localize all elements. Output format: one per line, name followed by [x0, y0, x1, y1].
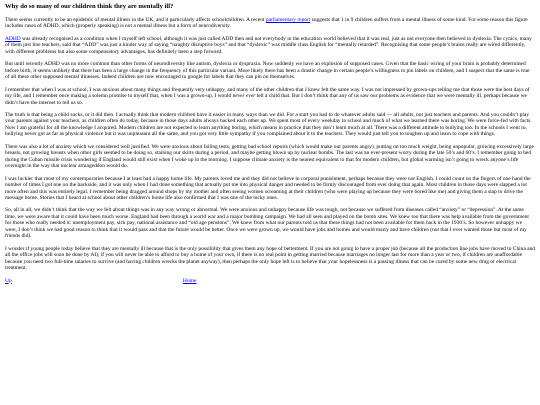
paragraph-text: There was also a lot of anxiety which we considered well justified. We were anxious about failing tests, getting bad school reports (which would make our parents angry), putting on too much weight, being unpopular, growing excessively large breasts, not growing breasts when other girls seemed to be doing so, staining our skirts during a period, and maybe getting blown up by nuclear bombs. The last was an ever-present worry during the late 50’s and 60’s. I remember going to bed during the Cuban missile crisis wondering if England would still exist when I woke up in the morning. I suppose climate anxiety is the nearest equivalent to that for modern children, but global warming isn’t going to wreck anyone’s life overnight in the way that nuclear armageddon would do. [5, 143, 534, 170]
paragraph-text: The truth is that being a child sucks, or it did then. I actually think that modern children have it easier in many ways than we did. For a start you had to do whatever adults said — all adults, not just teachers and parents. And you couldn’t play your parents against your teachers, as children often do today, because in those days adults always backed each other up. We spent most of every weekday in school and much of what we learned there was boring. We were force-fed with facts. Now I am grateful for all the knowledge I acquired. Modern children are not expected to learn anything boring, which means in practice that they don’t learn much at all. There was a different attitude to bullying too. In the schools I went to, bullying never got as far as physical violence but it was unpleasant all the same, and you got very little sympathy if you complained about it to the teachers. They would just tell you to toughen up and learn to cope with things. [5, 111, 532, 138]
emphasis-text: never ever [232, 93, 256, 100]
paragraph [5, 61, 535, 80]
paragraph [5, 176, 535, 202]
paragraph-text: But until recently ADHD was no more common than other forms of neurodiversity like autism, dyslexia or dyspraxia. Now suddenly we have an explosion of supposed cases. Given that the basic wiring of your brain is probably determined before birth, it seems unlikely that there has been a large change in the frequency of this particular variant. More likely there has been a drastic change in certain people’s willingness to pin labels on children, and I suspect that the same is true of all these other supposed mental illnesses. Indeed children are now encouraged to google for labels that they can pin on themselves. [5, 61, 530, 81]
article-body [5, 17, 535, 272]
paragraph-text: I remember that when I was at school, I was anxious about many things and frequently very unhappy, and many of the other children that I knew felt the same way. I was not impressed by grown-ups telling me that those were the best days of my life, and I remember once making a solemn promise to myself that, when I was a grown-up, I would [5, 86, 530, 100]
paragraph-text: I was luckier that most of my contemporaries because I at least had a happy home life. My parents loved me and they did not believe in corporal punishment, perhaps because they were not English. I could count on the fingers of one hand the number of times I got one on the backside, and it was only when I had done something that actually put me into physical danger and needed to be firmly discouraged from ever doing that again. Most children in those days were slapped a lot more often and this was entirely legal. I remember being dragged around shops by my mother and often seeing women screaming at their children (who were playing up because they were bored like me) and giving them a slap to drive the message home. Stories that I heard at school about other children’s home life also confirmed that I was one of the lucky ones. [5, 175, 531, 201]
paragraph-text: There seems currently to be an epidemic of mental illness in the UK, and it particularly affects schoolchildren. A recent [5, 17, 266, 23]
page-title: Why do so many of our children think they are mentally ill? [5, 3, 174, 10]
up-link[interactable]: Up [5, 277, 12, 284]
paragraph-text: suggests that 1 in 9 children suffers from a mental illness of some kind. For some reason this figure includes cases of ADHD, which (properly speaking) is not a mental illness but a form of neurodiversity. [5, 17, 528, 30]
paragraph [5, 17, 535, 30]
paragraph [5, 87, 535, 106]
inline-link[interactable]: ADHD [5, 35, 21, 42]
paragraph-text: I wonder if young people today believe that they are mentally ill because that is the only possibility that gives them any hope of betterment. If you are not going to have a proper job (because all the production line jobs have moved to China and all the office jobs will soon be done by AI), if you will never be able to afford to buy a home of your own, if there is no real point in getting married because marriages no longer last for more than a year or two, if children are unaffordable because you need two full-time salaries to survive (and having children wrecks the planet anyway), then perhaps the only hope left is to believe that your hopelessness is a passing illness that can be cured by some new drug or electrical treatment. [5, 245, 536, 272]
inline-link[interactable]: parliamentary report [265, 17, 311, 23]
paragraph [5, 112, 535, 138]
paragraph-text: was already recognised as a condition when I myself left school, although it was just called ADD then and not everybody in the education world believed that it was real, just as not everyone then believed in dyslexia. The cynics, many of them just line teachers, said that “ADD” was just a kinder way of saying “naughty disruptive boys” and that “dyslexic” was middle class English for “mentally retarded”. Recognising that some people’s brains really are wired differently, with different problems but also some compensatory advantages, has definitely been a step forward. [5, 35, 532, 55]
footer-nav [5, 278, 535, 284]
paragraph [5, 144, 535, 170]
paragraph-text: tell a child that. But I don’t think that any of us saw our problems as evidence that we were mentally ill, perhaps because we didn’t have the internet to tell us so. [5, 93, 527, 106]
paragraph [5, 36, 535, 55]
paragraph-text: So, all in all, we didn’t think that the way we felt about things was in any way wrong or abnormal. We were anxious and unhappy because life was tough, not because we suffered from diseases called “anxiety” or “depression”. At the same time, we were aware that it could have been much worse. England had been through a world war and a major bombing campaign. We had all seen and played on the bomb sites. We knew too that there was help available from the government for those who really needed it: unemployment pay, sick pay, national assistance and “old age pensions”. We knew from what our parents told us that these things had not been available for them back in the 1930’s. So however unhappy we were, I don’t think we had good reason to think that it would pass and that the future would be better. Once we were grown up, we would have jobs and homes and would marry and have children (not that I ever wanted those but most of my friends did). [5, 207, 529, 240]
paragraph [5, 246, 535, 272]
paragraph [5, 207, 535, 239]
home-link[interactable]: Home [182, 277, 197, 284]
